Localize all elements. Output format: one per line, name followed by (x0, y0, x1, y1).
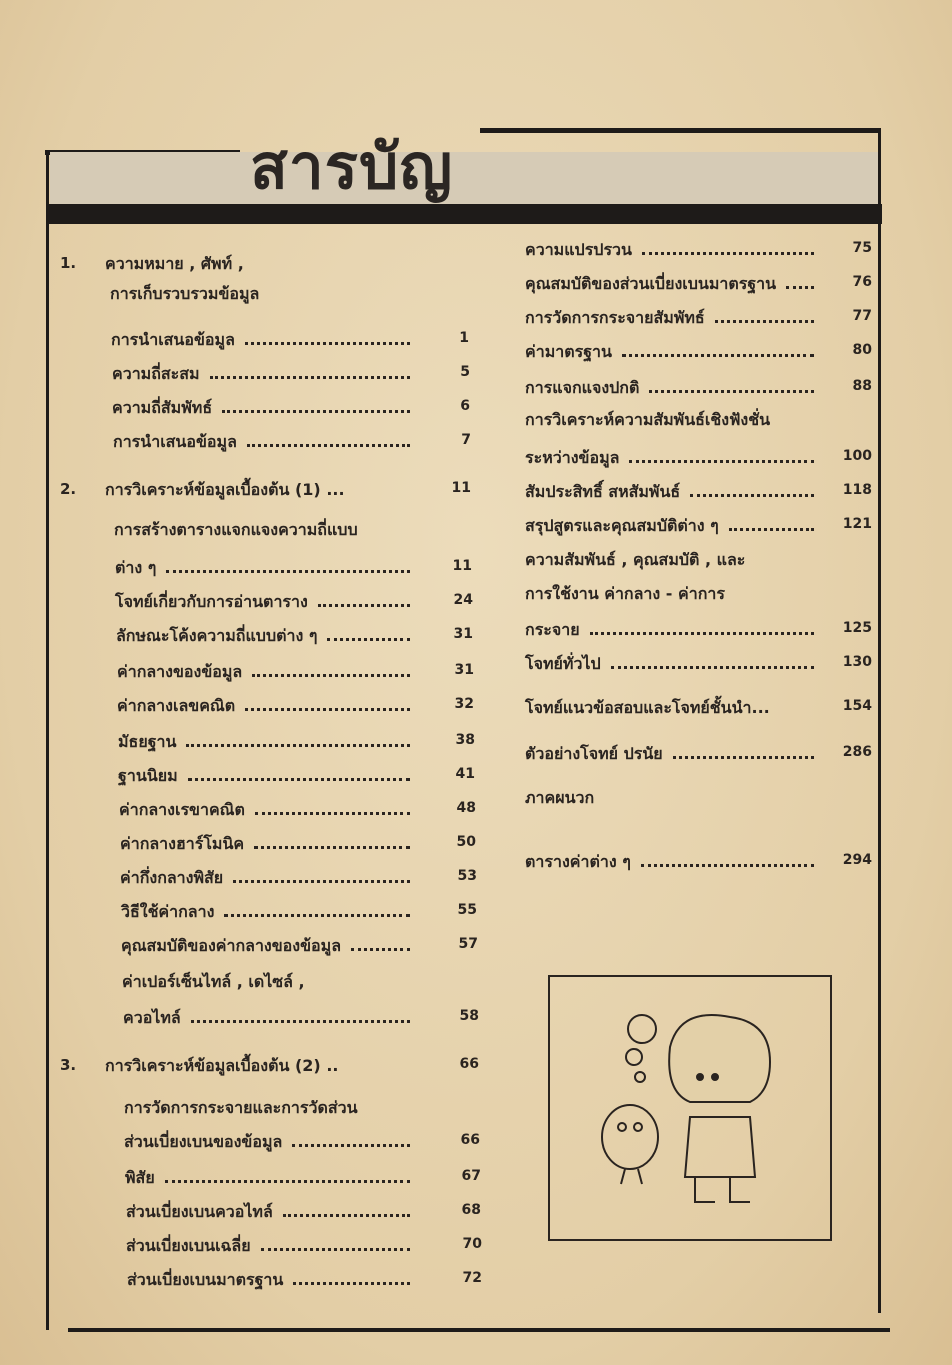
toc-page-number: 88 (852, 378, 872, 394)
toc-entry[interactable] (123, 1006, 418, 1030)
toc-page-number: 286 (842, 744, 872, 760)
dot-leader (327, 638, 410, 641)
toc-entry[interactable] (525, 652, 822, 676)
toc-page-number: 31 (454, 662, 474, 678)
dot-leader (293, 1282, 410, 1285)
toc-entry-title: ความถี่สัมพัทธ์ (112, 398, 213, 417)
toc-entry-title: มัธยฐาน (118, 732, 177, 751)
toc-page-number: 75 (852, 240, 872, 256)
toc-page-number: 6 (460, 398, 470, 414)
toc-entry[interactable] (110, 282, 428, 306)
chick-icon (602, 1105, 658, 1169)
toc-page-number: 7 (461, 432, 471, 448)
frame-right-border (878, 128, 881, 1313)
toc-entry-title: ค่ากลางฮาร์โมนิค (120, 834, 245, 853)
toc-entry[interactable] (525, 618, 822, 642)
toc-page-number: 154 (842, 698, 872, 714)
toc-entry-title: การวิเคราะห์ข้อมูลเบื้องต้น (2) .. (105, 1056, 339, 1075)
toc-entry-title: ค่าเปอร์เซ็นไทล์ , เดไซล์ , (122, 972, 305, 991)
toc-entry[interactable] (525, 272, 822, 296)
toc-entry[interactable] (116, 624, 418, 648)
toc-entry-title: การวิเคราะห์ความสัมพันธ์เชิงฟังชั่น (525, 410, 770, 429)
frame-top-right-rule (480, 128, 880, 133)
toc-entry[interactable] (525, 340, 822, 364)
toc-entry[interactable] (119, 798, 418, 822)
toc-entry[interactable] (525, 480, 822, 504)
toc-page-number: 57 (458, 936, 478, 952)
toc-page-number: 55 (457, 902, 477, 918)
toc-entry[interactable] (525, 850, 822, 874)
toc-entry[interactable] (125, 1166, 418, 1190)
frame-bottom-rule (68, 1328, 890, 1332)
toc-entry-title: ระหว่างข้อมูล (525, 448, 620, 467)
dot-leader (729, 528, 814, 531)
dot-leader (245, 342, 410, 345)
toc-entry-title: โจทย์ทั่วไป (525, 654, 601, 673)
toc-page-number: 80 (852, 342, 872, 358)
toc-entry-title: ความถี่สะสม (112, 364, 200, 383)
toc-entry[interactable] (525, 238, 822, 262)
toc-page-number: 294 (842, 852, 872, 868)
toc-entry[interactable] (117, 660, 418, 684)
toc-entry-title: ต่าง ๆ (115, 558, 157, 577)
page-title: สารบัญ (250, 130, 454, 203)
toc-page-number: 1 (459, 330, 469, 346)
child-body-icon (685, 1117, 755, 1177)
section-number: 1. (60, 254, 77, 272)
toc-entry[interactable] (111, 328, 418, 352)
toc-entry-title: ตารางค่าต่าง ๆ (525, 852, 631, 871)
toc-page-number: 68 (461, 1202, 481, 1218)
dot-leader (351, 948, 410, 951)
dot-leader (786, 286, 814, 289)
dot-leader (224, 914, 410, 917)
toc-entry[interactable] (127, 1268, 418, 1292)
toc-entry[interactable] (126, 1234, 418, 1258)
frame-left-border (46, 150, 49, 1330)
toc-entry-title: ส่วนเบี่ยงเบนมาตรฐาน (127, 1270, 284, 1289)
toc-entry-title: ส่วนเบี่ยงเบนของข้อมูล (124, 1132, 283, 1151)
toc-page-number: 76 (852, 274, 872, 290)
toc-entry[interactable] (105, 252, 428, 276)
toc-page-number: 11 (451, 480, 471, 496)
dot-leader (247, 444, 410, 447)
toc-entry[interactable] (124, 1096, 428, 1120)
toc-entry[interactable] (525, 446, 822, 470)
dot-leader (715, 320, 814, 323)
dot-leader (245, 708, 410, 711)
thought-bubble-icon (628, 1015, 656, 1043)
cartoon-illustration (548, 975, 832, 1241)
toc-page-number: 58 (459, 1008, 479, 1024)
dot-leader (210, 376, 410, 379)
toc-entry-title: ความแปรปรวน (525, 240, 632, 259)
toc-entry[interactable] (525, 408, 832, 432)
toc-entry[interactable] (525, 514, 822, 538)
toc-entry-title: ส่วนเบี่ยงเบนเฉลี่ย (126, 1236, 251, 1255)
dot-leader (255, 812, 410, 815)
toc-entry[interactable] (525, 786, 832, 810)
toc-entry[interactable] (112, 362, 418, 386)
toc-page-number: 130 (842, 654, 872, 670)
toc-entry-title: ความสัมพันธ์ , คุณสมบัติ , และ (525, 550, 746, 569)
toc-page-number: 125 (842, 620, 872, 636)
toc-entry[interactable] (121, 900, 418, 924)
toc-page-number: 5 (460, 364, 470, 380)
toc-entry-title: ค่ากลางเลขคณิต (117, 696, 236, 715)
toc-entry-title: โจทย์เกี่ยวกับการอ่านตาราง (115, 592, 308, 611)
toc-page-number: 66 (459, 1056, 479, 1072)
toc-entry[interactable] (115, 590, 418, 614)
toc-page-number: 31 (453, 626, 473, 642)
toc-entry-title: ค่ากลางของข้อมูล (117, 662, 243, 681)
toc-page-number: 48 (456, 800, 476, 816)
toc-entry-title: ควอไทล์ (123, 1008, 181, 1027)
dot-leader (166, 570, 410, 573)
dot-leader (318, 604, 410, 607)
toc-entry[interactable] (124, 1130, 418, 1154)
toc-page-number: 121 (842, 516, 872, 532)
toc-entry[interactable] (117, 694, 418, 718)
toc-entry[interactable] (525, 306, 822, 330)
dot-leader (165, 1180, 410, 1183)
toc-entry-title: พิสัย (125, 1168, 155, 1187)
toc-page-number: 24 (453, 592, 473, 608)
dot-leader (611, 666, 814, 669)
toc-entry-title: การวิเคราะห์ข้อมูลเบื้องต้น (1) ... (105, 480, 345, 499)
toc-entry-title: ฐานนิยม (118, 766, 178, 785)
dot-leader (233, 880, 410, 883)
toc-page-number: 38 (455, 732, 475, 748)
toc-entry[interactable] (113, 430, 418, 454)
toc-entry[interactable] (525, 376, 822, 400)
toc-entry[interactable] (115, 556, 418, 580)
dot-leader (254, 846, 410, 849)
toc-entry[interactable] (122, 970, 428, 994)
toc-entry[interactable] (525, 696, 822, 720)
toc-page-number: 100 (842, 448, 872, 464)
toc-entry[interactable] (114, 518, 428, 542)
dot-leader (283, 1214, 410, 1217)
toc-page-number: 11 (452, 558, 472, 574)
toc-entry[interactable] (120, 832, 418, 856)
toc-entry-title: ตัวอย่างโจทย์ ปรนัย (525, 744, 663, 763)
toc-page-number: 72 (462, 1270, 482, 1286)
toc-entry[interactable] (105, 478, 418, 502)
dot-leader (186, 744, 410, 747)
toc-page-number: 77 (852, 308, 872, 324)
toc-entry-title: สัมประสิทธิ์ สหสัมพันธ์ (525, 482, 681, 501)
toc-entry[interactable] (118, 764, 418, 788)
section-number: 2. (60, 480, 77, 498)
toc-page-number: 118 (842, 482, 872, 498)
toc-entry-title: ส่วนเบี่ยงเบนควอไทล์ (126, 1202, 273, 1221)
toc-entry-title: กระจาย (525, 620, 580, 639)
toc-entry[interactable] (126, 1200, 418, 1224)
toc-entry-title: ค่ากลางเรขาคณิต (119, 800, 245, 819)
dot-leader (252, 674, 410, 677)
toc-entry-title: สรุปสูตรและคุณสมบัติต่าง ๆ (525, 516, 719, 535)
toc-entry-title: คุณสมบัติของส่วนเบี่ยงเบนมาตรฐาน (525, 274, 777, 293)
toc-entry-title: การนำเสนอข้อมูล (111, 330, 235, 349)
toc-page-number: 50 (456, 834, 476, 850)
toc-entry-title: ความหมาย , ศัพท์ , (105, 254, 244, 273)
toc-entry[interactable] (118, 730, 418, 754)
toc-entry-title: การวัดการกระจายสัมพัทธ์ (525, 308, 705, 327)
toc-entry-title: ลักษณะโค้งความถี่แบบต่าง ๆ (116, 626, 318, 645)
dot-leader (642, 252, 814, 255)
dot-leader (261, 1248, 410, 1251)
dot-leader (641, 864, 814, 867)
toc-entry-title: การแจกแจงปกติ (525, 378, 640, 397)
child-head-icon (669, 1015, 770, 1102)
toc-page-number: 32 (454, 696, 474, 712)
toc-page-number: 53 (457, 868, 477, 884)
dot-leader (673, 756, 814, 759)
toc-entry[interactable] (525, 742, 822, 766)
header-thick-bar (48, 204, 882, 224)
toc-entry[interactable] (525, 582, 832, 606)
dot-leader (292, 1144, 410, 1147)
toc-entry-title: วิธีใช้ค่ากลาง (121, 902, 215, 921)
section-number: 3. (60, 1056, 77, 1074)
toc-entry-title: การใช้งาน ค่ากลาง - ค่าการ (525, 584, 725, 603)
toc-page-number: 70 (462, 1236, 482, 1252)
toc-entry-title: โจทย์แนวข้อสอบและโจทย์ชั้นนำ... (525, 698, 770, 717)
toc-entry[interactable] (121, 934, 418, 958)
dot-leader (690, 494, 814, 497)
toc-entry-title: ค่ามาตรฐาน (525, 342, 612, 361)
dot-leader (590, 632, 814, 635)
toc-entry[interactable] (105, 1054, 418, 1078)
toc-entry[interactable] (112, 396, 418, 420)
toc-page-number: 67 (461, 1168, 481, 1184)
toc-entry[interactable] (525, 548, 832, 572)
toc-entry-title: การนำเสนอข้อมูล (113, 432, 237, 451)
header-band (50, 152, 880, 206)
dot-leader (649, 390, 814, 393)
dot-leader (629, 460, 814, 463)
toc-page-number: 41 (455, 766, 475, 782)
toc-entry-title: การเก็บรวบรวมข้อมูล (110, 284, 260, 303)
dot-leader (188, 778, 410, 781)
toc-entry-title: ค่ากึ่งกลางพิสัย (120, 868, 224, 887)
toc-page-number: 66 (460, 1132, 480, 1148)
toc-entry[interactable] (120, 866, 418, 890)
toc-entry-title: การวัดการกระจายและการวัดส่วน (124, 1098, 358, 1117)
toc-entry-title: การสร้างตารางแจกแจงความถี่แบบ (114, 520, 358, 539)
toc-entry-title: คุณสมบัติของค่ากลางของข้อมูล (121, 936, 341, 955)
dot-leader (622, 354, 814, 357)
toc-entry-title: ภาคผนวก (525, 788, 595, 807)
dot-leader (191, 1020, 410, 1023)
dot-leader (222, 410, 410, 413)
